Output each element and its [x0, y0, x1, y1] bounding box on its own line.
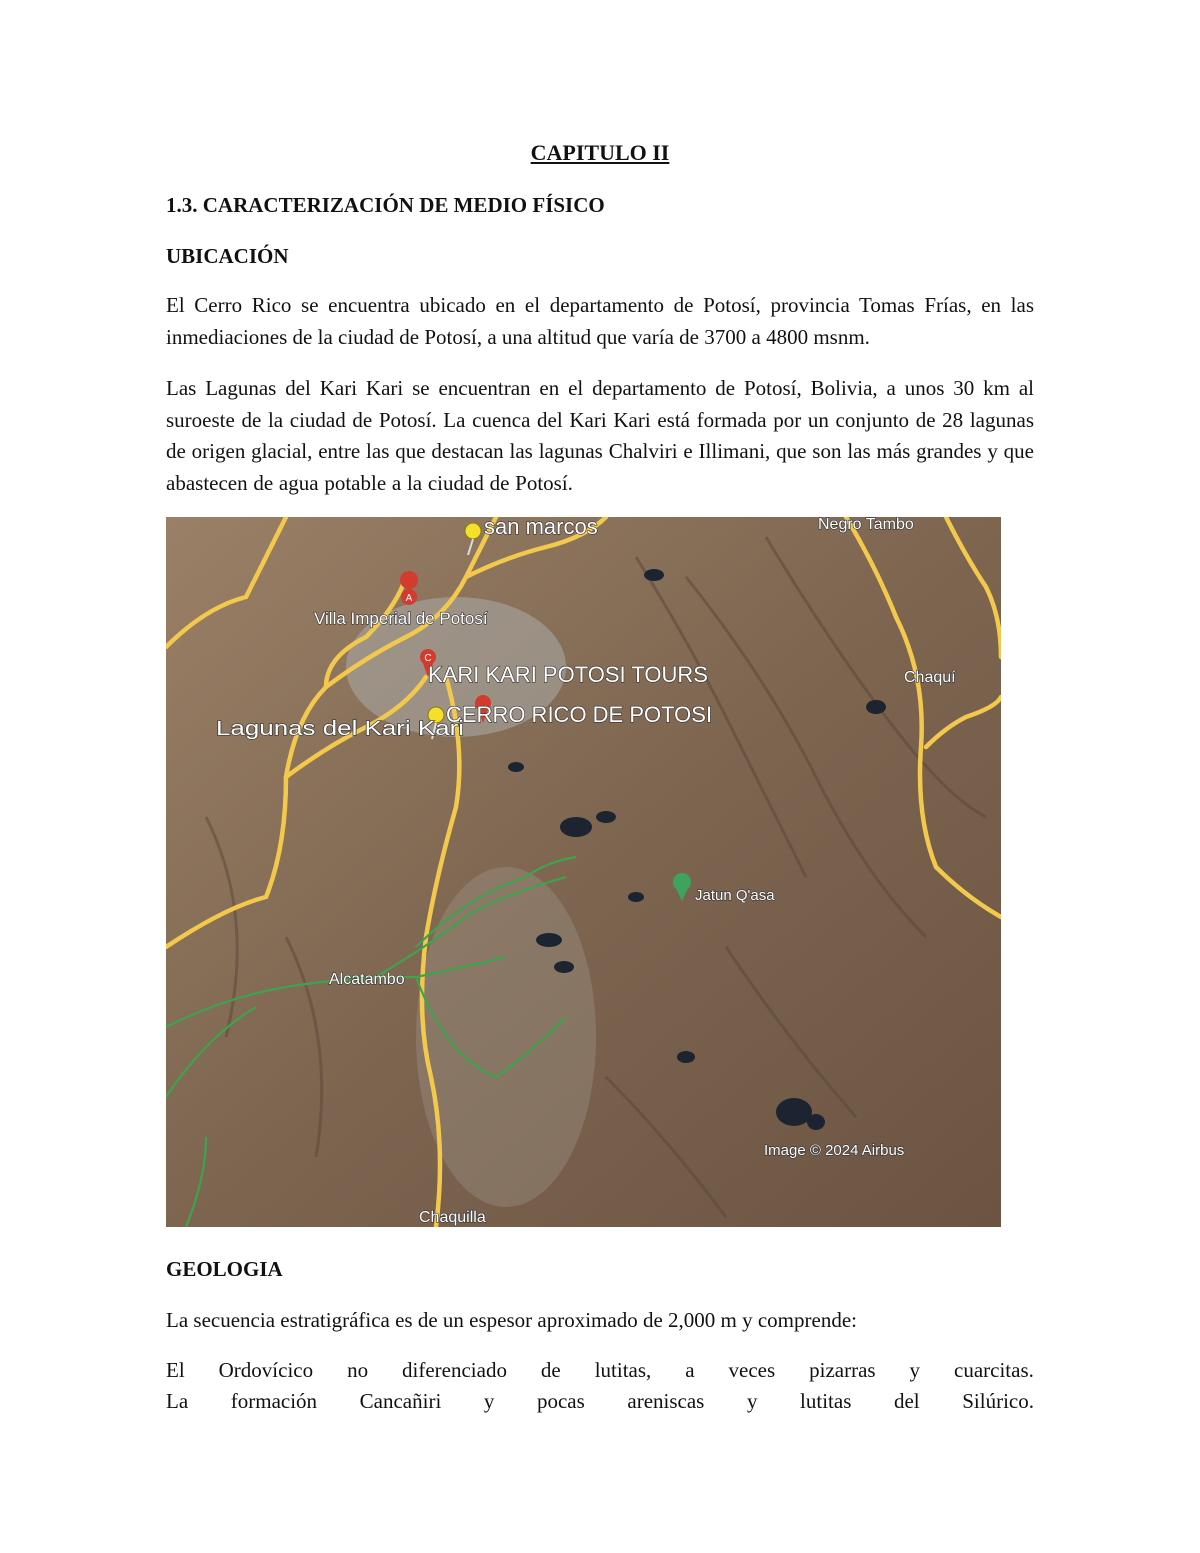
marker-a-letter: A — [405, 593, 413, 604]
label-kari-kari-tours: KARI KARI POTOSI TOURS — [428, 662, 708, 687]
label-negro-tambo: Negro Tambo — [818, 517, 914, 533]
geologia-line-1 — [166, 1355, 1034, 1387]
label-cerro-rico: CERRO RICO DE POTOSI — [446, 702, 713, 727]
ubicacion-paragraph-1: El Cerro Rico se encuentra ubicado en el departamento de Potosí, provincia Tomas Frías, en las inmediaciones de la ciudad de Potosí, a una altitud que varía de 3700 a 4800 msnm. — [166, 293, 1034, 349]
word: formación — [230, 1389, 318, 1413]
word: areniscas — [627, 1389, 705, 1413]
ubicacion-paragraph-2: Las Lagunas del Kari Kari se encuentran en el departamento de Potosí, Bolivia, a unos 30 km al suroeste de la ciudad de Potosí. La cuenca del Kari Kari está formada por un conjunto de 28 lagunas de origen glacial, entre las que destacan las lagunas Chalviri e Illimani, que son las más grandes y que abastecen de agua potable a la ciudad de Potosí. — [166, 376, 1034, 495]
section-title: 1.3. CARACTERIZACIÓN DE MEDIO FÍSICO — [166, 193, 605, 217]
satellite-map-image — [166, 517, 1001, 1227]
word: a — [685, 1358, 695, 1382]
word: cuarcitas. — [954, 1358, 1034, 1382]
word: no — [347, 1358, 369, 1382]
ubicacion-heading: UBICACIÓN — [166, 244, 289, 268]
word: pocas — [536, 1389, 585, 1413]
word: del — [893, 1389, 920, 1413]
geologia-line-2 — [166, 1386, 1034, 1418]
label-chaquilla: Chaquilla — [419, 1209, 486, 1226]
word: La — [166, 1389, 189, 1413]
label-san-marcos: san marcos — [484, 517, 598, 539]
word: diferenciado — [402, 1358, 507, 1382]
word: lutitas, — [594, 1358, 652, 1382]
word: veces — [728, 1358, 776, 1382]
word: El — [166, 1358, 185, 1382]
word: lutitas — [800, 1389, 852, 1413]
label-copyright: Image © 2024 Airbus — [764, 1142, 905, 1159]
chapter-title: CAPITULO II — [530, 140, 670, 165]
word: y — [909, 1358, 921, 1382]
geologia-heading: GEOLOGIA — [166, 1257, 283, 1281]
marker-c-letter: C — [424, 653, 432, 664]
label-jatun-qasa: Jatun Q'asa — [695, 887, 775, 904]
word: y — [483, 1389, 495, 1413]
word: Silúrico. — [962, 1389, 1034, 1413]
label-villa-imperial: Villa Imperial de Potosí — [314, 609, 488, 628]
word: de — [540, 1358, 561, 1382]
label-chaqui: Chaquí — [904, 669, 956, 686]
geologia-paragraph-1: La secuencia estratigráfica es de un espesor aproximado de 2,000 m y comprende: — [166, 1308, 857, 1332]
word: y — [746, 1389, 758, 1413]
word: pizarras — [809, 1358, 876, 1382]
word: Cancañiri — [359, 1389, 442, 1413]
label-alcatambo: Alcatambo — [329, 971, 405, 988]
label-lagunas-kari-kari: Lagunas del Kari Kari — [216, 718, 464, 740]
word: Ordovícico — [218, 1358, 314, 1382]
